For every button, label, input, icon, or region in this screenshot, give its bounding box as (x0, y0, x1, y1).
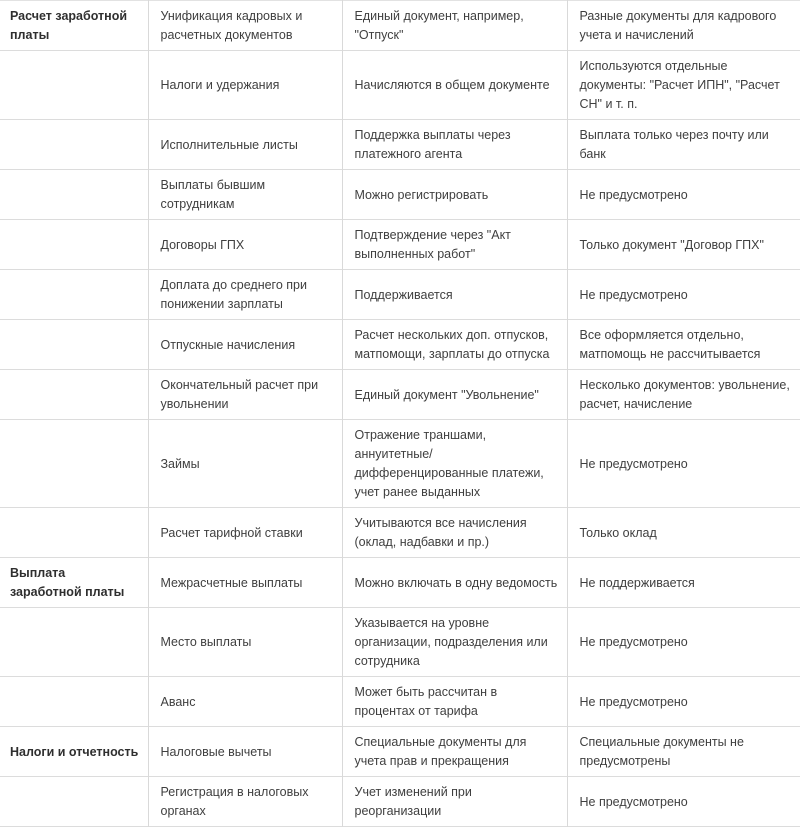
category-cell (0, 320, 148, 370)
product-a-cell: Единый документ "Увольнение" (342, 370, 567, 420)
product-b-cell: Не предусмотрено (567, 608, 800, 677)
table-row (0, 1, 800, 51)
product-b-cell: Не поддерживается (567, 558, 800, 608)
product-b-cell: Не предусмотрено (567, 777, 800, 827)
category-cell (0, 677, 148, 727)
feature-cell: Налоги и удержания (148, 51, 342, 120)
feature-cell: Унификация кадровых и расчетных документов (148, 1, 342, 51)
feature-cell: Исполнительные листы (148, 120, 342, 170)
table-row (0, 370, 800, 420)
table-row (0, 558, 800, 608)
product-b-cell: Только документ "Договор ГПХ" (567, 220, 800, 270)
table-row (0, 320, 800, 370)
table-row (0, 508, 800, 558)
product-b-cell: Не предусмотрено (567, 677, 800, 727)
product-b-cell: Разные документы для кадрового учета и начислений (579, 9, 777, 42)
product-b-cell: Только оклад (567, 508, 800, 558)
product-a-cell: Поддержка выплаты через платежного агента (342, 120, 567, 170)
category-cell: Выплата заработной платы (0, 558, 148, 608)
category-cell (0, 170, 148, 220)
product-b-cell: Все оформляется отдельно, матпомощь не рассчитывается (567, 320, 800, 370)
product-a-cell: Можно регистрировать (342, 170, 567, 220)
product-a-cell: Указывается на уровне организации, подразделения или сотрудника (342, 608, 567, 677)
category-cell (0, 220, 148, 270)
table-row (0, 677, 800, 727)
product-a-cell: Поддерживается (342, 270, 567, 320)
table-row (0, 727, 800, 777)
product-b-cell: Не предусмотрено (567, 170, 800, 220)
product-b-cell: Выплата только через почту или банк (567, 120, 800, 170)
comparison-table-body (0, 1, 800, 827)
table-row (0, 777, 800, 827)
feature-cell: Место выплаты (148, 608, 342, 677)
category-cell (0, 508, 148, 558)
feature-cell: Регистрация в налоговых органах (148, 777, 342, 827)
category-cell (0, 51, 148, 120)
table-row (0, 420, 800, 508)
feature-cell: Окончательный расчет при увольнении (148, 370, 342, 420)
feature-cell: Выплаты бывшим сотрудникам (148, 170, 342, 220)
category-cell (0, 420, 148, 508)
product-b-cell: Не предусмотрено (567, 420, 800, 508)
product-a-cell: Отражение траншами, аннуитетные/ дифференцированные платежи, учет ранее выданных (342, 420, 567, 508)
feature-cell: Межрасчетные выплаты (148, 558, 342, 608)
product-b-cell: Не предусмотрено (567, 270, 800, 320)
product-a-cell: Специальные документы для учета прав и прекращения (342, 727, 567, 777)
category-cell (0, 370, 148, 420)
category-cell (0, 270, 148, 320)
category-cell (0, 120, 148, 170)
product-b-cell: Несколько документов: увольнение, расчет, начисление (567, 370, 800, 420)
category-cell (0, 777, 148, 827)
feature-cell: Займы (148, 420, 342, 508)
feature-cell: Доплата до среднего при понижении зарплаты (148, 270, 342, 320)
table-row (0, 270, 800, 320)
table-row (0, 120, 800, 170)
product-b-cell: Специальные документы не предусмотрены (567, 727, 800, 777)
category-cell (0, 608, 148, 677)
product-a-cell: Единый документ, например, "Отпуск" (342, 1, 567, 51)
product-a-cell: Можно включать в одну ведомость (342, 558, 567, 608)
feature-cell: Расчет тарифной ставки (148, 508, 342, 558)
feature-cell: Налоговые вычеты (148, 727, 342, 777)
feature-cell: Отпускные начисления (148, 320, 342, 370)
feature-cell: Аванс (148, 677, 342, 727)
category-cell: Расчет заработной платы (0, 1, 148, 51)
product-b-cell: Используются отдельные документы: "Расчет ИПН", "Расчет СН" и т. п. (567, 51, 800, 120)
table-row (0, 51, 800, 120)
feature-cell: Договоры ГПХ (148, 220, 342, 270)
table-row (0, 220, 800, 270)
product-a-cell: Может быть рассчитан в процентах от тарифа (342, 677, 567, 727)
product-a-cell: Расчет нескольких доп. отпусков, матпомощи, зарплаты до отпуска (342, 320, 567, 370)
product-a-cell: Подтверждение через "Акт выполненных работ" (342, 220, 567, 270)
table-row (0, 608, 800, 677)
table-row (0, 170, 800, 220)
product-a-cell: Начисляются в общем документе (342, 51, 567, 120)
product-a-cell: Учитываются все начисления (оклад, надбавки и пр.) (342, 508, 567, 558)
product-a-cell: Учет изменений при реорганизации (342, 777, 567, 827)
category-cell: Налоги и отчетность (0, 727, 148, 777)
